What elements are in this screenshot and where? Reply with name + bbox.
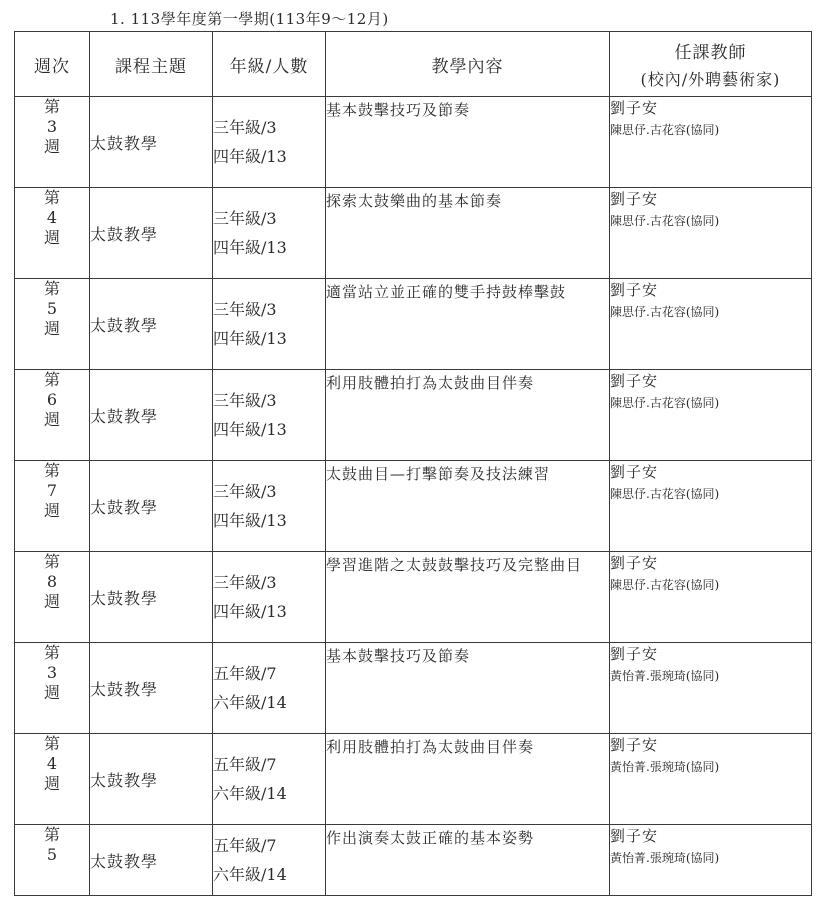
grade-cell — [213, 461, 326, 552]
week-number: 3 — [46, 663, 58, 682]
week-suffix: 週 — [43, 592, 60, 611]
assistant-teachers: 陳思伃.古花容(協同) — [610, 396, 720, 410]
assistant-teachers: 黃怡菁.張琬琦(協同) — [610, 851, 720, 865]
topic-cell: 太鼓教學 — [90, 97, 213, 188]
header-teacher — [610, 32, 812, 97]
week-suffix: 週 — [43, 137, 60, 156]
grade-cell — [213, 188, 326, 279]
teacher-cell — [610, 370, 812, 461]
grade-cell — [213, 279, 326, 370]
grade-line: 四年級/13 — [213, 238, 287, 257]
grade-line: 四年級/13 — [213, 602, 287, 621]
header-topic: 課程主題 — [90, 32, 213, 97]
table-row — [15, 461, 812, 552]
course-schedule-table — [14, 31, 812, 896]
content-cell: 適當站立並正確的雙手持鼓棒擊鼓 — [326, 279, 610, 370]
table-row — [15, 643, 812, 734]
grade-line: 六年級/14 — [213, 693, 287, 712]
header-teacher-subtitle: (校內/外聘藝術家) — [640, 70, 781, 89]
teacher-cell — [610, 461, 812, 552]
week-prefix: 第 — [43, 370, 60, 389]
content-cell: 作出演奏太鼓正確的基本姿勢 — [326, 825, 610, 896]
assistant-teachers: 陳思伃.古花容(協同) — [610, 305, 720, 319]
grade-line: 五年級/7 — [213, 755, 277, 774]
week-prefix: 第 — [43, 461, 60, 480]
week-number: 5 — [46, 299, 58, 318]
week-suffix: 週 — [43, 319, 60, 338]
week-suffix: 週 — [43, 774, 60, 793]
week-cell — [15, 370, 90, 461]
week-number: 4 — [46, 754, 58, 773]
grade-cell — [213, 643, 326, 734]
teacher-cell — [610, 97, 812, 188]
grade-line: 三年級/3 — [213, 391, 277, 410]
topic-cell: 太鼓教學 — [90, 552, 213, 643]
grade-line: 三年級/3 — [213, 300, 277, 319]
assistant-teachers: 黃怡菁.張琬琦(協同) — [610, 760, 720, 774]
week-prefix: 第 — [43, 97, 60, 116]
table-row — [15, 734, 812, 825]
week-number: 6 — [46, 390, 58, 409]
assistant-teachers: 陳思伃.古花容(協同) — [610, 487, 720, 501]
teacher-name: 劉子安 — [610, 736, 659, 754]
teacher-cell — [610, 643, 812, 734]
topic-cell: 太鼓教學 — [90, 825, 213, 896]
teacher-name: 劉子安 — [610, 190, 659, 208]
header-teacher-title: 任課教師 — [674, 43, 747, 63]
grade-line: 四年級/13 — [213, 329, 287, 348]
grade-line: 五年級/7 — [213, 836, 277, 855]
teacher-cell — [610, 188, 812, 279]
content-cell: 利用肢體拍打為太鼓曲目伴奏 — [326, 370, 610, 461]
grade-line: 三年級/3 — [213, 118, 277, 137]
content-cell: 利用肢體拍打為太鼓曲目伴奏 — [326, 734, 610, 825]
teacher-name: 劉子安 — [610, 372, 659, 390]
page-heading: 1. 113學年度第一學期(113年9～12月) — [110, 10, 389, 28]
week-prefix: 第 — [43, 188, 60, 207]
grade-line: 三年級/3 — [213, 209, 277, 228]
grade-cell — [213, 370, 326, 461]
assistant-teachers: 陳思伃.古花容(協同) — [610, 123, 720, 137]
week-suffix: 週 — [43, 228, 60, 247]
teacher-cell — [610, 279, 812, 370]
teacher-cell — [610, 552, 812, 643]
week-prefix: 第 — [43, 279, 60, 298]
teacher-name: 劉子安 — [610, 463, 659, 481]
week-cell — [15, 734, 90, 825]
week-prefix: 第 — [43, 643, 60, 662]
table-row — [15, 370, 812, 461]
week-prefix: 第 — [43, 552, 60, 571]
table-row — [15, 825, 812, 896]
assistant-teachers: 黃怡菁.張琬琦(協同) — [610, 669, 720, 683]
week-cell — [15, 461, 90, 552]
week-prefix: 第 — [43, 825, 60, 844]
teacher-name: 劉子安 — [610, 281, 659, 299]
grade-line: 三年級/3 — [213, 482, 277, 501]
topic-cell: 太鼓教學 — [90, 734, 213, 825]
grade-cell — [213, 97, 326, 188]
topic-cell: 太鼓教學 — [90, 188, 213, 279]
grade-line: 四年級/13 — [213, 420, 287, 439]
grade-cell — [213, 825, 326, 896]
teacher-name: 劉子安 — [610, 645, 659, 663]
topic-cell: 太鼓教學 — [90, 370, 213, 461]
teacher-name: 劉子安 — [610, 554, 659, 572]
content-cell: 基本鼓擊技巧及節奏 — [326, 97, 610, 188]
week-cell — [15, 552, 90, 643]
topic-cell: 太鼓教學 — [90, 461, 213, 552]
week-cell — [15, 279, 90, 370]
content-cell: 學習進階之太鼓鼓擊技巧及完整曲目 — [326, 552, 610, 643]
topic-cell: 太鼓教學 — [90, 643, 213, 734]
week-suffix: 週 — [43, 410, 60, 429]
week-cell — [15, 188, 90, 279]
week-number: 5 — [46, 845, 58, 864]
table-row — [15, 188, 812, 279]
header-week: 週次 — [15, 32, 90, 97]
grade-cell — [213, 552, 326, 643]
table-row — [15, 279, 812, 370]
grade-line: 四年級/13 — [213, 511, 287, 530]
teacher-cell — [610, 825, 812, 896]
grade-line: 六年級/14 — [213, 865, 287, 884]
content-cell: 太鼓曲目—打擊節奏及技法練習 — [326, 461, 610, 552]
week-number: 4 — [46, 208, 58, 227]
week-prefix: 第 — [43, 734, 60, 753]
week-cell — [15, 97, 90, 188]
table-row — [15, 97, 812, 188]
grade-line: 四年級/13 — [213, 147, 287, 166]
header-content: 教學內容 — [326, 32, 610, 97]
week-number: 3 — [46, 117, 58, 136]
header-row — [15, 32, 812, 97]
grade-line: 三年級/3 — [213, 573, 277, 592]
assistant-teachers: 陳思伃.古花容(協同) — [610, 578, 720, 592]
content-cell: 探索太鼓樂曲的基本節奏 — [326, 188, 610, 279]
grade-cell — [213, 734, 326, 825]
teacher-cell — [610, 734, 812, 825]
content-cell: 基本鼓擊技巧及節奏 — [326, 643, 610, 734]
teacher-name: 劉子安 — [610, 827, 659, 845]
week-suffix: 週 — [43, 683, 60, 702]
grade-line: 五年級/7 — [213, 664, 277, 683]
week-cell — [15, 825, 90, 896]
week-number: 8 — [46, 572, 58, 591]
week-number: 7 — [46, 481, 58, 500]
teacher-name: 劉子安 — [610, 99, 659, 117]
grade-line: 六年級/14 — [213, 784, 287, 803]
table-row — [15, 552, 812, 643]
week-cell — [15, 643, 90, 734]
week-suffix: 週 — [43, 501, 60, 520]
header-grade: 年級/人數 — [213, 32, 326, 97]
topic-cell: 太鼓教學 — [90, 279, 213, 370]
assistant-teachers: 陳思伃.古花容(協同) — [610, 214, 720, 228]
